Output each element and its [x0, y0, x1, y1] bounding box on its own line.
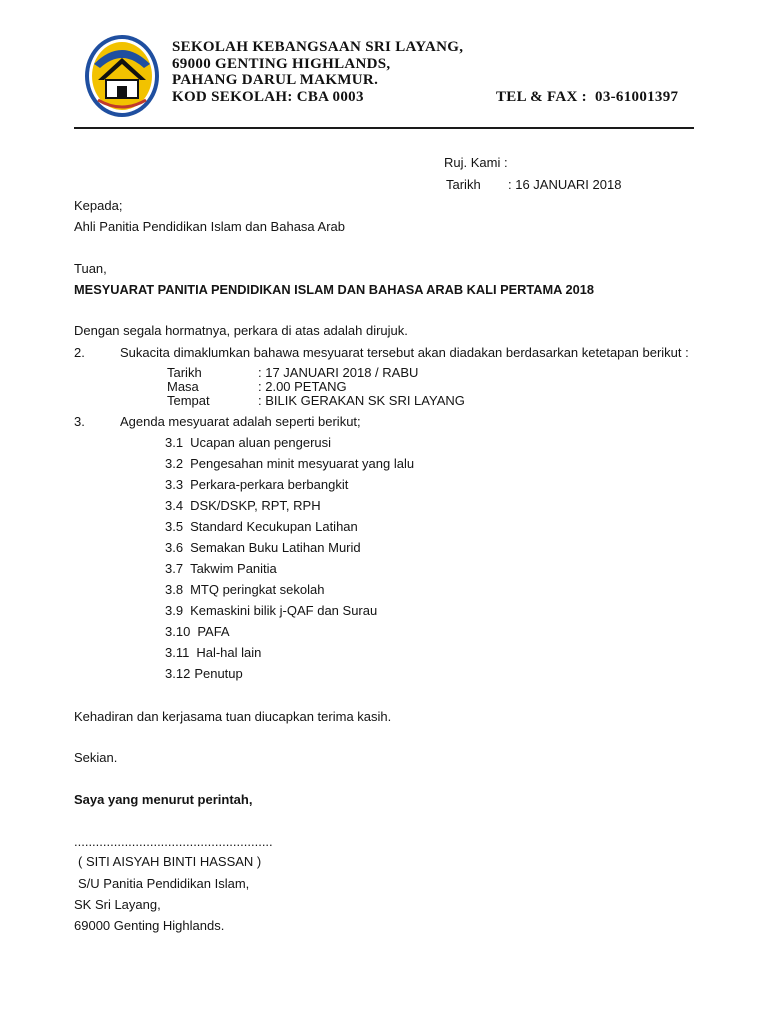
school-address-line2: PAHANG DARUL MAKMUR. — [172, 72, 379, 88]
agenda-item — [165, 498, 321, 514]
recipient-greeting: Kepada; — [74, 198, 123, 213]
detail-label-time: Masa — [167, 379, 199, 394]
agenda-item — [165, 624, 230, 640]
agenda-item-number: 3.12 — [165, 666, 191, 681]
school-name: SEKOLAH KEBANGSAAN SRI LAYANG, — [172, 39, 464, 55]
letter-date-label: Tarikh — [446, 177, 481, 192]
agenda-item-number: 3.8 — [165, 582, 184, 597]
agenda-item-text: Semakan Buku Latihan Murid — [190, 540, 361, 555]
agenda-item — [165, 582, 324, 598]
recipient-name: Ahli Panitia Pendidikan Islam dan Bahasa Arab — [74, 219, 346, 234]
agenda-item-text: Pengesahan minit mesyuarat yang lalu — [190, 456, 415, 471]
agenda-item — [165, 561, 277, 577]
detail-value-time: : 2.00 PETANG — [258, 379, 347, 394]
paragraph-3-number: 3. — [74, 414, 85, 429]
detail-label-venue: Tempat — [167, 393, 210, 408]
agenda-item — [165, 603, 377, 619]
agenda-item-text: MTQ peringkat sekolah — [190, 582, 325, 597]
sekian-text: Sekian. — [74, 750, 118, 765]
school-address-line1: 69000 GENTING HIGHLANDS, — [172, 56, 391, 72]
letter-date-value: : 16 JANUARI 2018 — [508, 177, 622, 192]
intro-paragraph: Dengan segala hormatnya, perkara di atas adalah dirujuk. — [74, 323, 408, 338]
signatory-address: 69000 Genting Highlands. — [74, 918, 225, 933]
agenda-item-text: Standard Kecukupan Latihan — [190, 519, 358, 534]
school-code: KOD SEKOLAH: CBA 0003 — [172, 89, 364, 105]
signatory-school: SK Sri Layang, — [74, 897, 161, 912]
agenda-item-text: PAFA — [197, 624, 230, 639]
detail-value-date: : 17 JANUARI 2018 / RABU — [258, 365, 419, 380]
agenda-item-text: Ucapan aluan pengerusi — [190, 435, 332, 450]
header-divider — [74, 127, 694, 129]
signatory-position: S/U Panitia Pendidikan Islam, — [78, 876, 250, 891]
agenda-item-text: Penutup — [194, 666, 243, 681]
agenda-item — [165, 435, 331, 451]
agenda-item-number: 3.1 — [165, 435, 184, 450]
closing-paragraph: Kehadiran dan kerjasama tuan diucapkan terima kasih. — [74, 709, 392, 724]
agenda-item-text: Perkara-perkara berbangkit — [190, 477, 349, 492]
agenda-item-number: 3.7 — [165, 561, 184, 576]
agenda-item — [165, 456, 414, 472]
agenda-item-number: 3.11 — [165, 645, 190, 660]
paragraph-3-text: Agenda mesyuarat adalah seperti berikut; — [120, 414, 361, 429]
school-logo — [84, 34, 160, 118]
agenda-item — [165, 477, 348, 493]
letter-subject: MESYUARAT PANITIA PENDIDIKAN ISLAM DAN BAHASA ARAB KALI PERTAMA 2018 — [74, 282, 594, 297]
detail-label-date: Tarikh — [167, 365, 202, 380]
agenda-item-text: Hal-hal lain — [196, 645, 262, 660]
agenda-item — [165, 540, 361, 556]
agenda-item-number: 3.9 — [165, 603, 184, 618]
agenda-item — [165, 645, 261, 661]
agenda-item — [165, 666, 243, 682]
reference-label: Ruj. Kami : — [444, 155, 508, 170]
agenda-item — [165, 519, 358, 535]
paragraph-2-text: Sukacita dimaklumkan bahawa mesyuarat tersebut akan diadakan berdasarkan ketetapan berikut : — [120, 345, 689, 360]
agenda-item-number: 3.5 — [165, 519, 184, 534]
agenda-item-text: Kemaskini bilik j-QAF dan Surau — [190, 603, 378, 618]
school-tel-fax: TEL & FAX : 03-61001397 — [496, 89, 679, 105]
paragraph-2-number: 2. — [74, 345, 85, 360]
agenda-item-number: 3.2 — [165, 456, 184, 471]
agenda-item-number: 3.3 — [165, 477, 184, 492]
agenda-item-text: DSK/DSKP, RPT, RPH — [190, 498, 321, 513]
signatory-name: ( SITI AISYAH BINTI HASSAN ) — [78, 854, 262, 869]
detail-value-venue: : BILIK GERAKAN SK SRI LAYANG — [258, 393, 465, 408]
agenda-item-number: 3.4 — [165, 498, 184, 513]
agenda-item-number: 3.10 — [165, 624, 191, 639]
agenda-item-number: 3.6 — [165, 540, 184, 555]
salutation: Tuan, — [74, 261, 107, 276]
signature-line: ....................................................... — [74, 834, 273, 849]
agenda-item-text: Takwim Panitia — [190, 561, 277, 576]
signoff-text: Saya yang menurut perintah, — [74, 792, 253, 807]
